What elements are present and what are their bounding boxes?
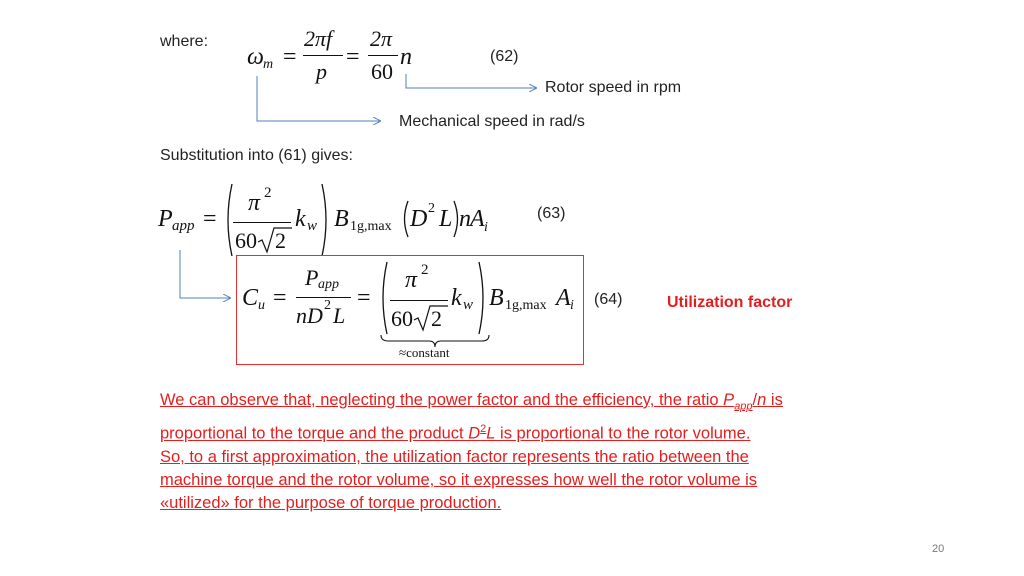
eq63-B: B bbox=[334, 206, 349, 232]
paragraph-line-2: proportional to the torque and the product $D^2L$ is proportional to the rotor volume. bbox=[160, 423, 751, 443]
eq63-L: L bbox=[439, 206, 453, 232]
eq64-equals-2: = bbox=[357, 285, 371, 311]
paragraph-D-exponent: 2 bbox=[480, 423, 487, 436]
eq63-number: (63) bbox=[537, 205, 566, 222]
omega-symbol: ω bbox=[247, 44, 264, 70]
eq64-k-subscript: w bbox=[463, 297, 474, 313]
where-label: where: bbox=[160, 33, 209, 50]
eq63-right-paren bbox=[320, 182, 332, 258]
eq62-frac2-bar bbox=[368, 55, 398, 56]
eq62-frac1-denominator: p bbox=[316, 59, 327, 84]
paragraph-line-1: We can observe that, neglecting the power factor and the efficiency, the ratio $P_{app}/n$ is bbox=[160, 391, 783, 413]
eq64-A-subscript: i bbox=[570, 298, 574, 313]
eq63-D-left-paren bbox=[400, 199, 410, 239]
paragraph-P-symbol: P bbox=[723, 391, 735, 409]
eq64-C-subscript: u bbox=[258, 298, 265, 313]
eq62-equals-2: = bbox=[346, 44, 360, 70]
eq64-den-nD: nD bbox=[296, 303, 323, 328]
eq63-k-subscript: w bbox=[307, 218, 318, 234]
eq63-left-paren bbox=[222, 182, 234, 258]
eq63-pi: π bbox=[248, 190, 261, 216]
eq64-left-paren bbox=[377, 260, 389, 336]
omega-subscript: m bbox=[263, 57, 274, 72]
eq62-frac1-numerator: 2πf bbox=[304, 26, 333, 51]
eq64-num-P: P bbox=[305, 265, 319, 290]
eq63-den-sqrt2: 2 bbox=[275, 228, 286, 253]
annotation-rotor-speed: Rotor speed in rpm bbox=[545, 79, 682, 96]
eq64-C: C bbox=[242, 285, 259, 311]
page-number: 20 bbox=[932, 543, 945, 555]
eq64-B: B bbox=[489, 285, 504, 311]
eq63-k: k bbox=[295, 206, 306, 232]
paragraph-line-4: machine torque and the rotor volume, so it expresses how well the rotor volume is bbox=[160, 470, 758, 489]
eq63-A-subscript: i bbox=[484, 220, 488, 235]
eq62-n-symbol: n bbox=[400, 44, 412, 70]
eq62-frac2-denominator: 60 bbox=[371, 59, 393, 84]
eq63-P: P bbox=[158, 206, 173, 232]
eq64-equals-1: = bbox=[273, 285, 287, 311]
eq64-den-60: 60 bbox=[391, 306, 413, 331]
arrow-rotor-speed bbox=[406, 74, 536, 88]
paragraph-line-5: «utilized» for the purpose of torque production. bbox=[160, 493, 502, 512]
eq63-pi-exponent: 2 bbox=[264, 185, 272, 201]
eq64-pi: π bbox=[405, 267, 418, 293]
eq63-D-exponent: 2 bbox=[428, 201, 435, 216]
eq64-A: A bbox=[556, 285, 571, 311]
paragraph-P-subscript: app bbox=[734, 400, 753, 413]
eq64-pi-exponent: 2 bbox=[421, 262, 429, 278]
explanation-paragraph bbox=[160, 389, 860, 515]
eq64-B-subscript: 1g,max bbox=[505, 298, 547, 313]
eq64-right-paren bbox=[477, 260, 489, 336]
eq63-P-subscript: app bbox=[172, 218, 195, 234]
paragraph-D-symbol: D bbox=[468, 424, 481, 443]
annotation-mechanical-speed: Mechanical speed in rad/s bbox=[399, 113, 585, 130]
eq63-A: A bbox=[470, 206, 485, 232]
eq64-constant-label: ≈constant bbox=[399, 345, 450, 360]
eq63-B-subscript: 1g,max bbox=[350, 219, 392, 234]
eq63-D: D bbox=[410, 206, 428, 232]
eq64-den-sqrt2: 2 bbox=[431, 306, 442, 331]
eq63-equals: = bbox=[203, 206, 217, 232]
paragraph-L-symbol: L bbox=[486, 424, 496, 443]
eq62-frac2-numerator: 2π bbox=[370, 26, 393, 51]
eq63-den-60: 60 bbox=[235, 228, 257, 253]
eq63-n: n bbox=[459, 206, 471, 232]
eq64-number: (64) bbox=[594, 291, 623, 308]
eq62-number: (62) bbox=[490, 48, 519, 65]
eq64-num-P-subscript: app bbox=[318, 277, 339, 292]
eq62-equals-1: = bbox=[283, 44, 297, 70]
eq63-fraction-bar bbox=[233, 222, 291, 223]
eq64-den-exponent: 2 bbox=[324, 298, 331, 313]
eq64-fraction-bar-2 bbox=[390, 300, 448, 301]
eq62-frac1-bar bbox=[303, 55, 343, 56]
paragraph-line-3: So, to a first approximation, the utilization factor represents the ratio between the bbox=[160, 447, 749, 466]
substitution-text: Substitution into (61) gives: bbox=[160, 147, 353, 164]
utilization-factor-label: Utilization factor bbox=[667, 294, 793, 311]
eq64-k: k bbox=[451, 285, 462, 311]
paragraph-n-symbol: n bbox=[757, 391, 767, 409]
eq64-den-L: L bbox=[333, 303, 346, 328]
